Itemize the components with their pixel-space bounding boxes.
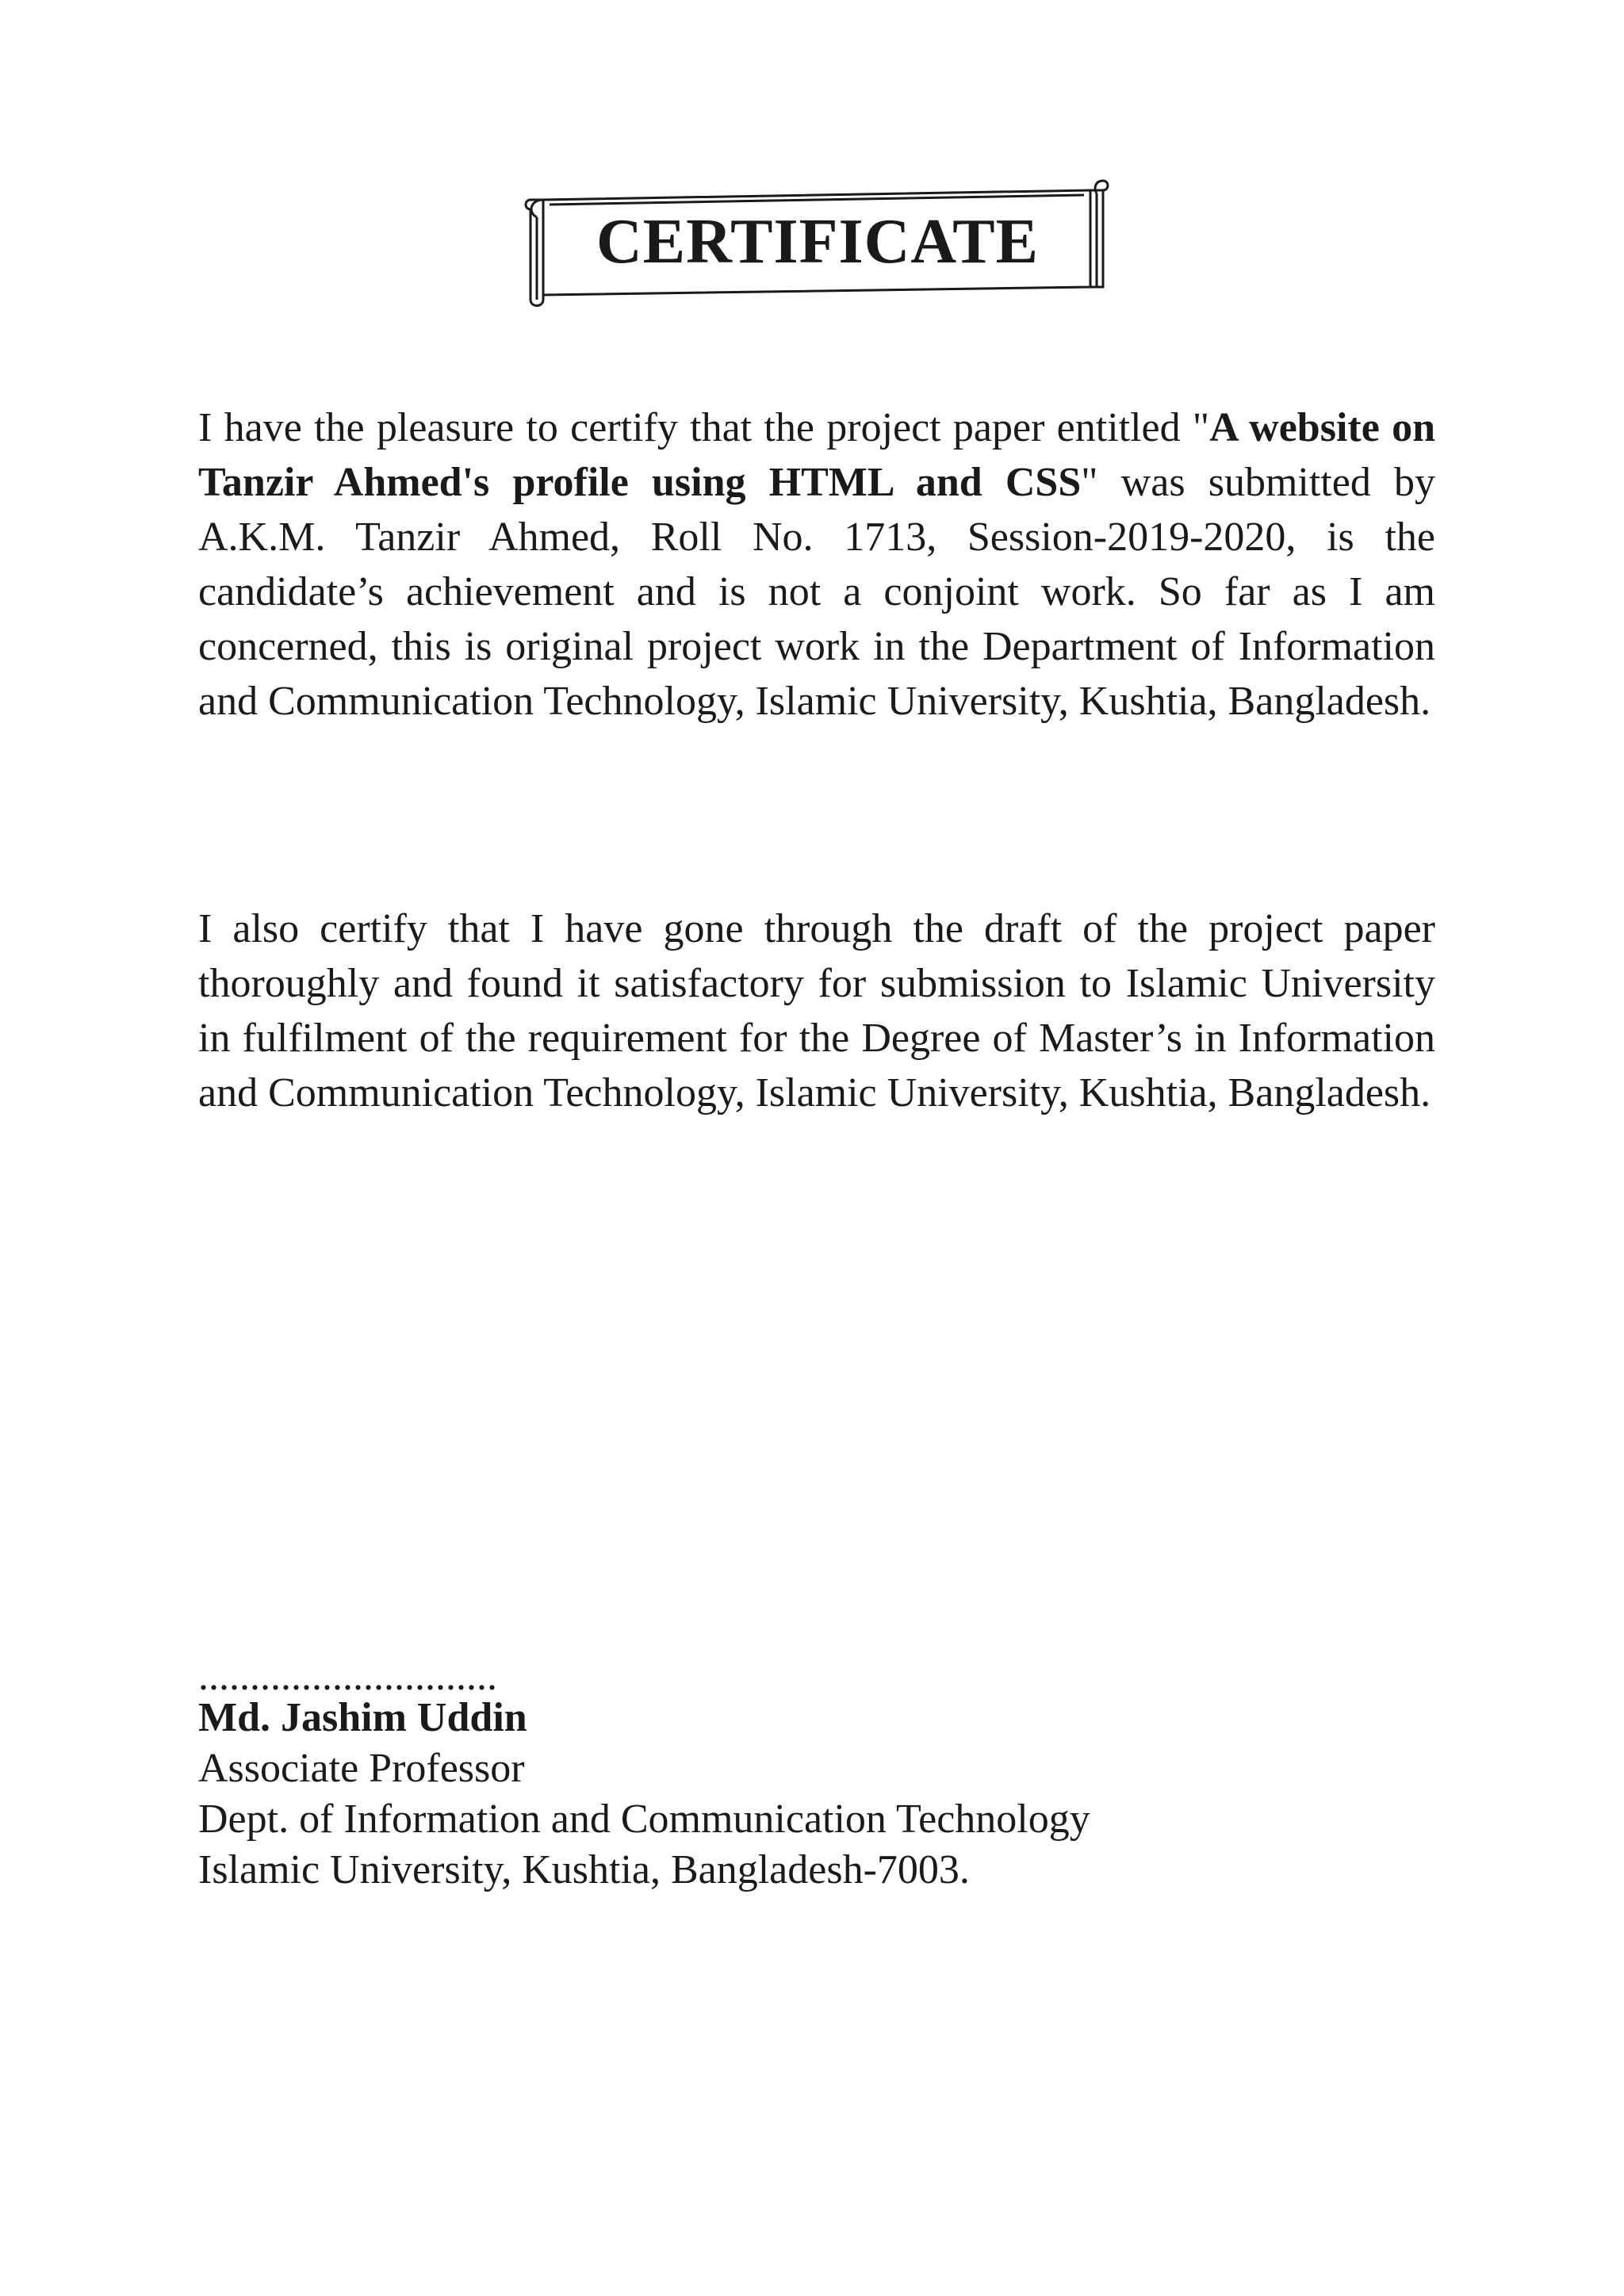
signatory-institution: Islamic University, Kushtia, Bangladesh-7003.: [198, 1847, 970, 1892]
signature-dotted-line: .............................: [198, 1654, 497, 1699]
signature-block: [198, 1654, 1435, 1896]
signatory-designation: Associate Professor: [198, 1746, 525, 1791]
signatory-name: Md. Jashim Uddin: [198, 1695, 527, 1740]
signatory-department: Dept. of Information and Communication Technology: [198, 1797, 1090, 1842]
certification-paragraph-2: I also certify that I have gone through the draft of the project paper thoroughly and found it satisfactory for submission to Islamic University in fulfilment of the requirement for the Degree of Master’s in Information and Communication Technology, Islamic University, Kushtia, Bangladesh.: [198, 906, 1435, 1115]
paragraph-1-rest: " was submitted by A.K.M. Tanzir Ahmed, Roll No. 1713, Session-2019-2020, is the candidate’s achievement and is not a conjoint work. So far as I am concerned, this is original project work in the Department of Information and Communication Technology, Islamic University, Kushtia, Bangladesh.: [198, 460, 1436, 724]
certification-paragraph-1: [198, 400, 1435, 729]
project-title: A website on Tanzir Ahmed's profile using HTML and CSS: [198, 405, 1435, 505]
paragraph-1-intro: I have the pleasure to certify that the project paper entitled ": [198, 405, 1210, 450]
title-banner: [519, 176, 1116, 309]
certificate-title: CERTIFICATE: [596, 207, 1039, 277]
